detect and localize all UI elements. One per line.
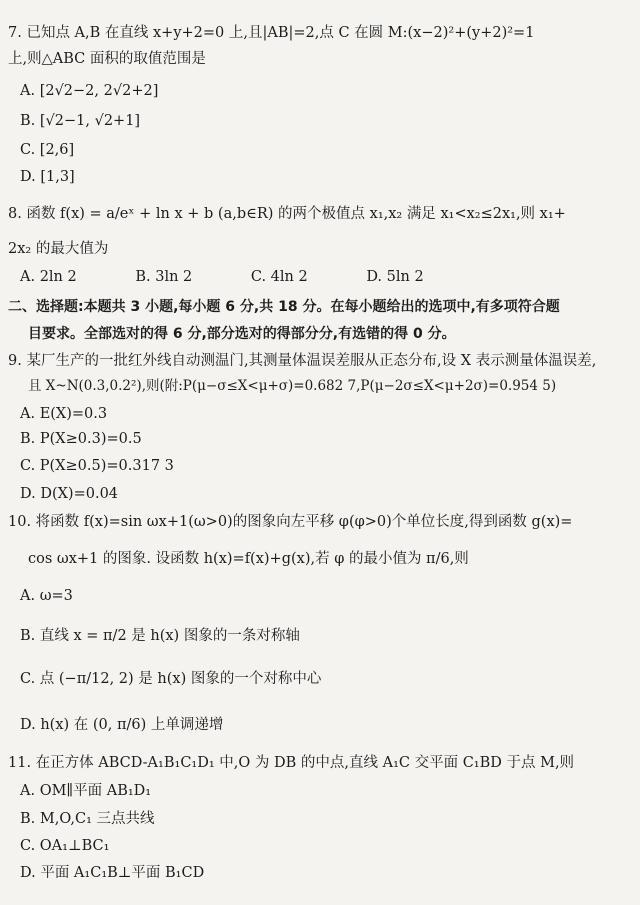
q11-stem: 11. 在正方体 ABCD-A₁B₁C₁D₁ 中,O 为 DB 的中点,直线 A₁C 交平面 C₁BD 于点 M,则 — [8, 755, 575, 771]
q10-option-b: B. 直线 x = π/2 是 h(x) 图象的一条对称轴 — [20, 628, 300, 644]
q9-option-a: A. E(X)=0.3 — [20, 406, 108, 422]
q7-option-c: C. [2,6] — [20, 142, 75, 158]
section-2-heading: 二、选择题:本题共 3 小题,每小题 6 分,共 18 分。在每小题给出的选项中,有多项符合题 — [8, 299, 560, 315]
q7-stem-cont: 上,则△ABC 面积的取值范围是 — [8, 51, 206, 67]
q11-option-d: D. 平面 A₁C₁B⊥平面 B₁CD — [20, 865, 205, 881]
q8-stem-cont: 2x₂ 的最大值为 — [8, 241, 109, 257]
q10-option-d: D. h(x) 在 (0, π/6) 上单调递增 — [20, 717, 224, 733]
q8-option-a: A. 2ln 2 — [20, 269, 77, 285]
q7-stem: 7. 已知点 A,B 在直线 x+y+2=0 上,且|AB|=2,点 C 在圆 M:(x−2)²+(y+2)²=1 — [8, 25, 535, 41]
section-2-heading-cont: 目要求。全部选对的得 6 分,部分选对的得部分分,有选错的得 0 分。 — [28, 326, 456, 342]
q11-option-a: A. OM∥平面 AB₁D₁ — [20, 783, 152, 799]
q10-option-a: A. ω=3 — [20, 588, 73, 604]
q8-option-b: B. 3ln 2 — [135, 269, 193, 285]
q8-option-d: D. 5ln 2 — [366, 269, 424, 285]
q9-option-b: B. P(X≥0.3)=0.5 — [20, 431, 142, 447]
q7-option-a: A. [2√2−2, 2√2+2] — [20, 83, 159, 99]
q9-option-d: D. D(X)=0.04 — [20, 486, 119, 502]
q9-stem-cont: 且 X~N(0.3,0.2²),则(附:P(μ−σ≤X<μ+σ)=0.682 7,P(μ−2σ≤X<μ+2σ)=0.954 5) — [28, 378, 557, 394]
q8-option-c: C. 4ln 2 — [250, 269, 308, 285]
q7-option-d: D. [1,3] — [20, 169, 75, 185]
q8-options — [20, 266, 634, 288]
q10-stem-cont: cos ωx+1 的图象. 设函数 h(x)=f(x)+g(x),若 φ 的最小值为 π/6,则 — [28, 551, 469, 567]
q8-stem: 8. 函数 f(x) = a/eˣ + ln x + b (a,b∈R) 的两个极值点 x₁,x₂ 满足 x₁<x₂≤2x₁,则 x₁+ — [8, 206, 566, 222]
q7-option-b: B. [√2−1, √2+1] — [20, 113, 141, 129]
q11-option-b: B. M,O,C₁ 三点共线 — [20, 811, 155, 827]
q11-option-c: C. OA₁⊥BC₁ — [20, 838, 110, 854]
q10-option-c: C. 点 (−π/12, 2) 是 h(x) 图象的一个对称中心 — [20, 671, 322, 687]
q10-stem: 10. 将函数 f(x)=sin ωx+1(ω>0)的图象向左平移 φ(φ>0)个单位长度,得到函数 g(x)= — [8, 514, 573, 530]
q9-option-c: C. P(X≥0.5)=0.317 3 — [20, 458, 174, 474]
q9-stem: 9. 某厂生产的一批红外线自动测温门,其测量体温误差服从正态分布,设 X 表示测量体温误差, — [8, 353, 597, 369]
